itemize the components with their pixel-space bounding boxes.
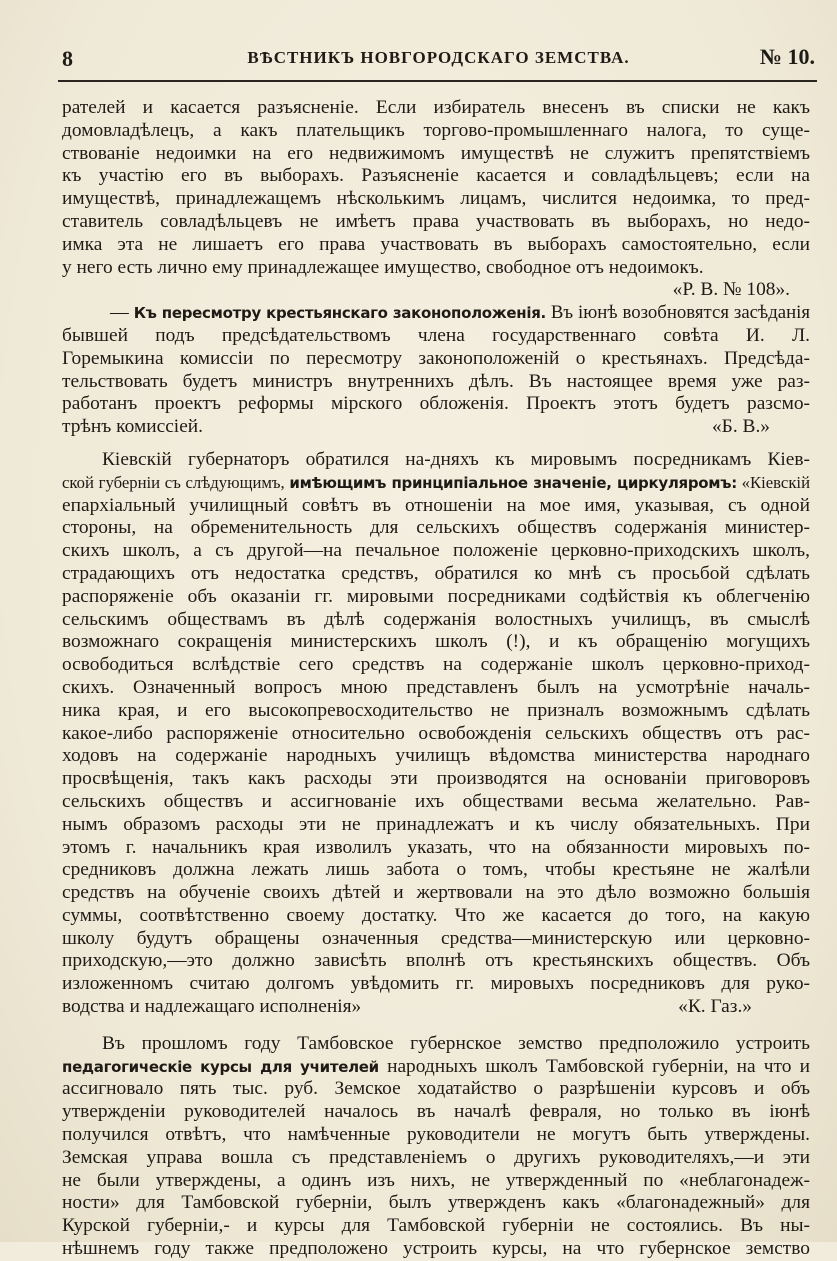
text-line: средствъ на обученіе своихъ дѣтей и жертвовали на это дѣло возможно большія [62, 882, 810, 904]
text-line: школу будутъ обращены означенныя средства—министерскую или церковно- [62, 927, 810, 949]
source-citation: «Р. В. № 108». [672, 279, 790, 301]
text-line [62, 472, 810, 495]
article-body [62, 97, 810, 1261]
text-line [62, 996, 810, 1019]
text-line: Земская управа вошла съ представленіемъ о другихъ руководителяхъ,—и эти [62, 1146, 810, 1168]
text-line: имка эта не лишаетъ его права участвовать въ выборахъ самостоятельно, если [62, 233, 810, 255]
text-line: изложенномъ считаю долгомъ увѣдомить гг. мировыхъ посредниковъ для руко- [62, 973, 810, 995]
text-line: не были утверждены, а одинъ изъ нихъ, не утвержденный по «неблагонадеж- [62, 1169, 810, 1191]
page-number: 8 [62, 46, 73, 71]
text-run: «Кіевскій [736, 472, 810, 492]
text-line: Горемыкина комиссіи по пересмотру законоположеній о крестьянахъ. Предсѣда- [62, 347, 810, 369]
source-citation: «К. Газ.» [678, 996, 752, 1018]
spacer [62, 1019, 810, 1033]
source-citation: «Б. В.» [711, 416, 770, 438]
text-line: Въ прошломъ году Тамбовское губернское земство предположило устроить [102, 1032, 810, 1054]
text-line: у него есть лично ему принадлежащее имущество, свободное отъ недоимокъ. [62, 256, 704, 278]
text-run: народныхъ школъ Тамбовской губерніи, на что и [378, 1055, 810, 1077]
text-line: ставитель совладѣльцевъ не имѣетъ права участвовать въ выборахъ, но недо- [62, 210, 810, 232]
text-line: ходовъ на содержаніе народныхъ училищъ вѣдомства министерства народнаго [62, 745, 810, 767]
emphasis-text: имѣющимъ принципіальное значеніе, циркуляромъ: [289, 473, 737, 492]
section-heading: Къ пересмотру крестьянскаго законоположенія. [133, 304, 546, 323]
text-line: ника края, и его высокопревосходительство не призналъ возможнымъ сдѣлать [62, 699, 810, 721]
dash: — [110, 302, 134, 324]
text-line: ствованіе недоимки на его недвижимомъ имуществѣ не служитъ препятствіемъ [62, 142, 810, 164]
text-line: къ участію его въ выборахъ. Разъясненіе касается и совладѣльцевъ; если на [62, 165, 810, 187]
text-run: трѣнъ комиссіей. [62, 416, 204, 438]
text-line: сельскихъ обществъ и ассигнованіе ихъ обществами весьма желательно. Рав- [62, 790, 810, 812]
text-line: тельствовать будетъ министръ внутреннихъ дѣлъ. Въ настоящее время уже раз- [62, 370, 810, 392]
text-line: страдающихъ отъ недостатка средствъ, обратился ко мнѣ съ просьбой сдѣлать [62, 562, 810, 584]
paragraph-3 [62, 449, 810, 1019]
text-line [62, 416, 810, 439]
text-line: получился отвѣтъ, что намѣченные руководители не могутъ быть утверждены. [62, 1124, 810, 1146]
text-line: Кіевскій губернаторъ обратился на-дняхъ къ мировымъ посредникамъ Кіев- [102, 448, 810, 470]
paragraph-4 [62, 1033, 810, 1261]
journal-title: ВѢСТНИКЪ НОВГОРОДСКАГО ЗЕМСТВА. [247, 48, 630, 67]
paragraph-2 [62, 302, 810, 439]
text-line: имуществѣ, принадлежащемъ нѣсколькимъ лицамъ, числится недоимка, то пред- [62, 188, 810, 210]
text-line: стороны, на обременительность для сельскихъ обществъ содержанія министер- [62, 517, 810, 539]
text-line: Курской губерніи,- и курсы для Тамбовской губерніи не состоялись. Въ ны- [62, 1215, 810, 1237]
text-line: епархіальный училищный совѣтъ въ отношеніи на мое имя, указывая, съ одной [62, 494, 810, 516]
text-line: бывшей подъ предсѣдательствомъ члена государственнаго совѣта И. Л. [62, 324, 810, 346]
text-line: этомъ г. начальникъ края изволилъ указать, что на обязанности мировыхъ по- [62, 836, 810, 858]
text-run: ской губерніи съ слѣдующимъ, [62, 472, 290, 492]
text-line: ассигновало пять тыс. руб. Земское ходатайство о разрѣшеніи курсовъ и объ [62, 1078, 810, 1100]
text-line: нымъ образомъ расходы эти не принадлежатъ и къ числу обязательныхъ. При [62, 813, 810, 835]
text-line: просвѣщенія, такъ какъ расходы эти производятся на основаніи приговоровъ [62, 768, 810, 790]
text-line: ности» для Тамбовской губерніи, былъ утвержденъ какъ «благонадежный» для [62, 1192, 810, 1214]
text-line: средниковъ должна лежать лишь забота о томъ, чтобы крестьяне не жалѣли [62, 859, 810, 881]
text-run: водства и надлежащаго исполненія» [62, 996, 362, 1018]
text-line: суммы, соотвѣтственно своему достатку. Что же касается до того, на какую [62, 904, 810, 926]
text-line: освободиться вслѣдствіе сего средствъ на содержаніе школъ церковно-приход- [62, 654, 810, 676]
text-line: работанъ проектъ реформы мірского обложенія. Проектъ этотъ будетъ разсмо- [62, 393, 810, 415]
text-line: утвержденіи руководителей началось въ началѣ февраля, но только въ іюнѣ [62, 1101, 810, 1123]
text-line: какое-либо распоряженіе относительно освобожденія сельскихъ обществъ отъ рас- [62, 722, 810, 744]
text-line: домовладѣлецъ, а какъ плательщикъ торгово-промышленнаго налога, то суще- [62, 119, 810, 141]
text-line: сельскимъ обществамъ въ дѣлѣ содержанія волостныхъ училищъ, въ смыслѣ [62, 608, 810, 630]
text-line: возможнаго сокращенія министерскихъ школъ (!), и къ обращенію могущихъ [62, 631, 810, 653]
header-rule [58, 80, 817, 82]
text-line: приходскую,—это должно зависѣть вполнѣ отъ крестьянскихъ обществъ. Объ [62, 950, 810, 972]
text-line [62, 1056, 810, 1079]
text-run: Въ іюнѣ возобновятся засѣданія [545, 302, 810, 324]
text-line [62, 302, 810, 325]
spacer [62, 439, 810, 449]
page-header [62, 42, 815, 76]
text-line: распоряженіе объ оказаніи гг. мировыми посредниками содѣйствія къ облегченію [62, 585, 810, 607]
text-line: скихъ. Означенный вопросъ мною представленъ былъ на усмотрѣніе началь- [62, 676, 810, 698]
paragraph-1 [62, 97, 810, 302]
text-line: скихъ школъ, а съ другой—на печальное положеніе церковно-приходскихъ школъ, [62, 540, 810, 562]
text-line: нѣшнемъ году также предположено устроить курсы, на что губернское земство [62, 1238, 810, 1260]
issue-number: № 10. [759, 44, 815, 69]
text-line: рателей и касается разъясненіе. Если избиратель внесенъ въ списки не какъ [62, 97, 810, 118]
emphasis-text: педагогическіе курсы для учителей [62, 1057, 379, 1076]
